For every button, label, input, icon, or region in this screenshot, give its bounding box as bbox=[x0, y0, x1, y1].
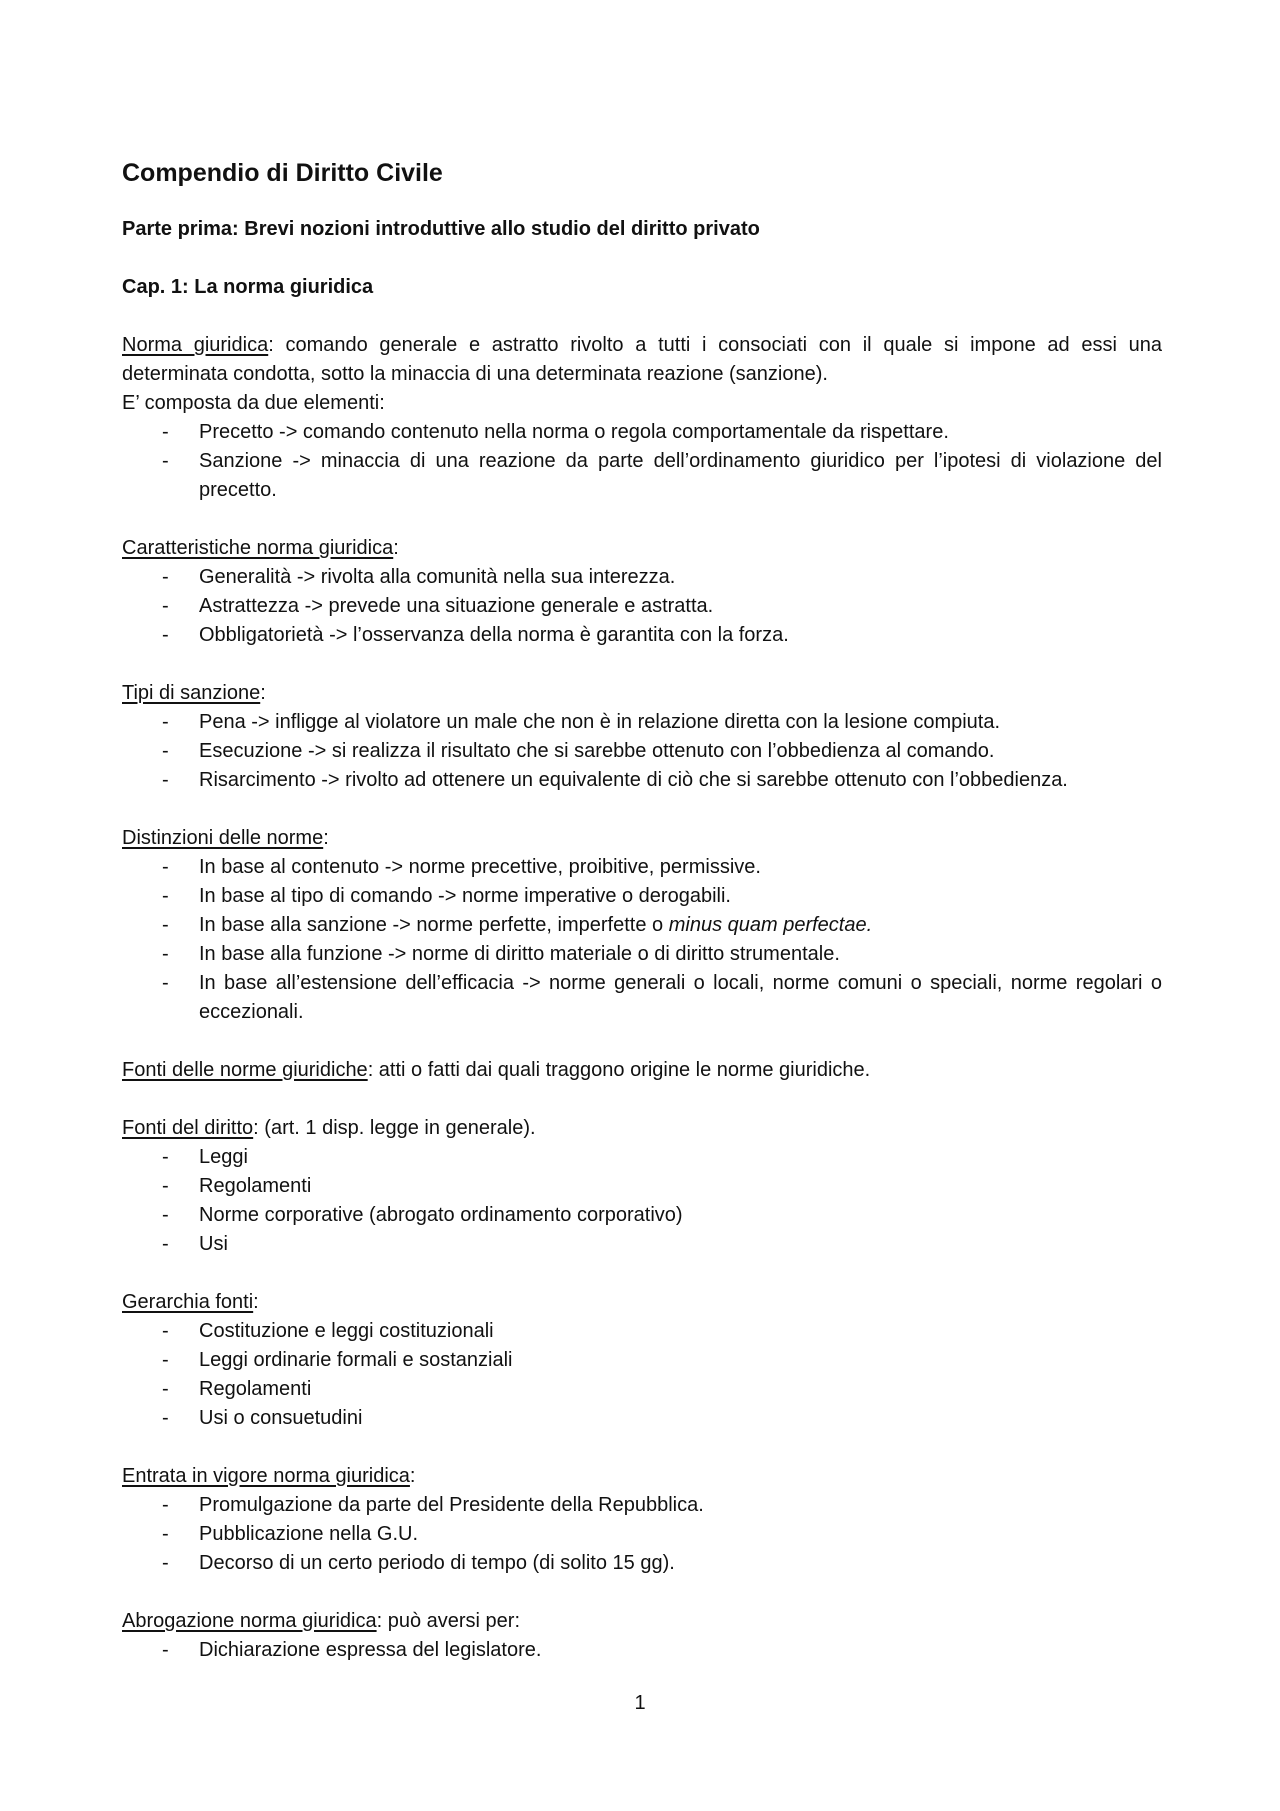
list-item: - Costituzione e leggi costituzionali bbox=[122, 1317, 1162, 1346]
section-entrata-in-vigore bbox=[122, 1462, 1162, 1578]
list-item: - Pubblicazione nella G.U. bbox=[122, 1520, 1162, 1549]
chapter-title: Cap. 1: La norma giuridica bbox=[122, 276, 374, 298]
section-heading bbox=[122, 1114, 1162, 1143]
section-distinzioni bbox=[122, 824, 1162, 1027]
section-caratteristiche bbox=[122, 534, 1162, 650]
bullet-list bbox=[122, 708, 1162, 795]
definition-paragraph bbox=[122, 331, 1162, 389]
list-item: - Regolamenti bbox=[122, 1172, 1162, 1201]
bullet-list bbox=[122, 418, 1162, 505]
section-text: : bbox=[260, 682, 266, 704]
section-text: : può aversi per: bbox=[376, 1610, 521, 1632]
list-item: - Obbligatorietà -> l’osservanza della norma è garantita con la forza. bbox=[122, 621, 1162, 650]
section-term: Distinzioni delle norme bbox=[122, 827, 324, 849]
list-item bbox=[122, 911, 1162, 940]
list-item: - Generalità -> rivolta alla comunità nella sua interezza. bbox=[122, 563, 1162, 592]
list-item-text: In base alla sanzione -> norme perfette, imperfette o bbox=[199, 914, 669, 936]
section-heading bbox=[122, 534, 1162, 563]
section-text: : atti o fatti dai quali traggono origine le norme giuridiche. bbox=[367, 1059, 871, 1081]
section-term: Entrata in vigore norma giuridica bbox=[122, 1465, 410, 1487]
section-text: : (art. 1 disp. legge in generale). bbox=[253, 1117, 536, 1139]
section-term: Gerarchia fonti bbox=[122, 1291, 254, 1313]
list-item: - Leggi ordinarie formali e sostanziali bbox=[122, 1346, 1162, 1375]
section-term: Norma giuridica bbox=[122, 334, 269, 356]
section-text: : bbox=[393, 537, 399, 559]
bullet-list bbox=[122, 1491, 1162, 1578]
section-text: : comando generale e astratto rivolto a tutti i consociati con il quale si impone ad essi una determinata condotta, sotto la minaccia di una determinata reazione (sanzione). bbox=[122, 334, 1162, 385]
bullet-list bbox=[122, 853, 1162, 1027]
section-term: Tipi di sanzione bbox=[122, 682, 261, 704]
list-item: - Usi o consuetudini bbox=[122, 1404, 1162, 1433]
list-item: - Esecuzione -> si realizza il risultato che si sarebbe ottenuto con l’obbedienza al comando. bbox=[122, 737, 1162, 766]
list-item: - In base alla funzione -> norme di diritto materiale o di diritto strumentale. bbox=[122, 940, 1162, 969]
section-subline: E’ composta da due elementi: bbox=[122, 392, 385, 414]
section-fonti-diritto bbox=[122, 1114, 1162, 1259]
section-term: Fonti delle norme giuridiche bbox=[122, 1059, 368, 1081]
list-item-italic: minus quam perfectae. bbox=[668, 914, 873, 936]
list-item: - Norme corporative (abrogato ordinamento corporativo) bbox=[122, 1201, 1162, 1230]
list-item: - Promulgazione da parte del Presidente della Repubblica. bbox=[122, 1491, 1162, 1520]
document-title: Compendio di Diritto Civile bbox=[122, 159, 443, 187]
list-item: - In base al contenuto -> norme precettive, proibitive, permissive. bbox=[122, 853, 1162, 882]
bullet-list bbox=[122, 1636, 1162, 1665]
list-item: - Leggi bbox=[122, 1143, 1162, 1172]
list-item: - Regolamenti bbox=[122, 1375, 1162, 1404]
section-heading bbox=[122, 1462, 1162, 1491]
section-heading bbox=[122, 1607, 1162, 1636]
list-item: - Decorso di un certo periodo di tempo (di solito 15 gg). bbox=[122, 1549, 1162, 1578]
list-item: - Usi bbox=[122, 1230, 1162, 1259]
section-fonti-norme bbox=[122, 1056, 1162, 1085]
section-term: Abrogazione norma giuridica bbox=[122, 1610, 377, 1632]
section-gerarchia-fonti bbox=[122, 1288, 1162, 1433]
section-text: : bbox=[253, 1291, 259, 1313]
list-item: - In base all’estensione dell’efficacia -> norme generali o locali, norme comuni o speciali, norme regolari o eccezionali. bbox=[122, 969, 1162, 1027]
section-text: : bbox=[409, 1465, 416, 1487]
section-heading bbox=[122, 679, 1162, 708]
list-item: - Pena -> infligge al violatore un male che non è in relazione diretta con la lesione compiuta. bbox=[122, 708, 1162, 737]
definition-paragraph bbox=[122, 1056, 1162, 1085]
list-item: - Astrattezza -> prevede una situazione generale e astratta. bbox=[122, 592, 1162, 621]
page-number: 1 bbox=[634, 1692, 646, 1714]
section-heading bbox=[122, 1288, 1162, 1317]
section-term: Caratteristiche norma giuridica bbox=[122, 537, 394, 559]
section-text: : bbox=[323, 827, 329, 849]
section-abrogazione bbox=[122, 1607, 1162, 1665]
section-tipi-sanzione bbox=[122, 679, 1162, 795]
list-item: - Risarcimento -> rivolto ad ottenere un equivalente di ciò che si sarebbe ottenuto con l’obbedienza. bbox=[122, 766, 1162, 795]
list-item: - Precetto -> comando contenuto nella norma o regola comportamentale da rispettare. bbox=[122, 418, 1162, 447]
bullet-list bbox=[122, 1143, 1162, 1259]
section-norma-giuridica bbox=[122, 331, 1162, 505]
list-item: - Sanzione -> minaccia di una reazione da parte dell’ordinamento giuridico per l’ipotesi di violazione del precetto. bbox=[122, 447, 1162, 505]
list-item: - In base al tipo di comando -> norme imperative o derogabili. bbox=[122, 882, 1162, 911]
bullet-list bbox=[122, 1317, 1162, 1433]
list-item: - Dichiarazione espressa del legislatore. bbox=[122, 1636, 1162, 1665]
section-heading bbox=[122, 824, 1162, 853]
section-term: Fonti del diritto bbox=[122, 1117, 254, 1139]
page-content bbox=[122, 150, 1162, 1665]
part-title: Parte prima: Brevi nozioni introduttive allo studio del diritto privato bbox=[122, 218, 760, 240]
bullet-list bbox=[122, 563, 1162, 650]
